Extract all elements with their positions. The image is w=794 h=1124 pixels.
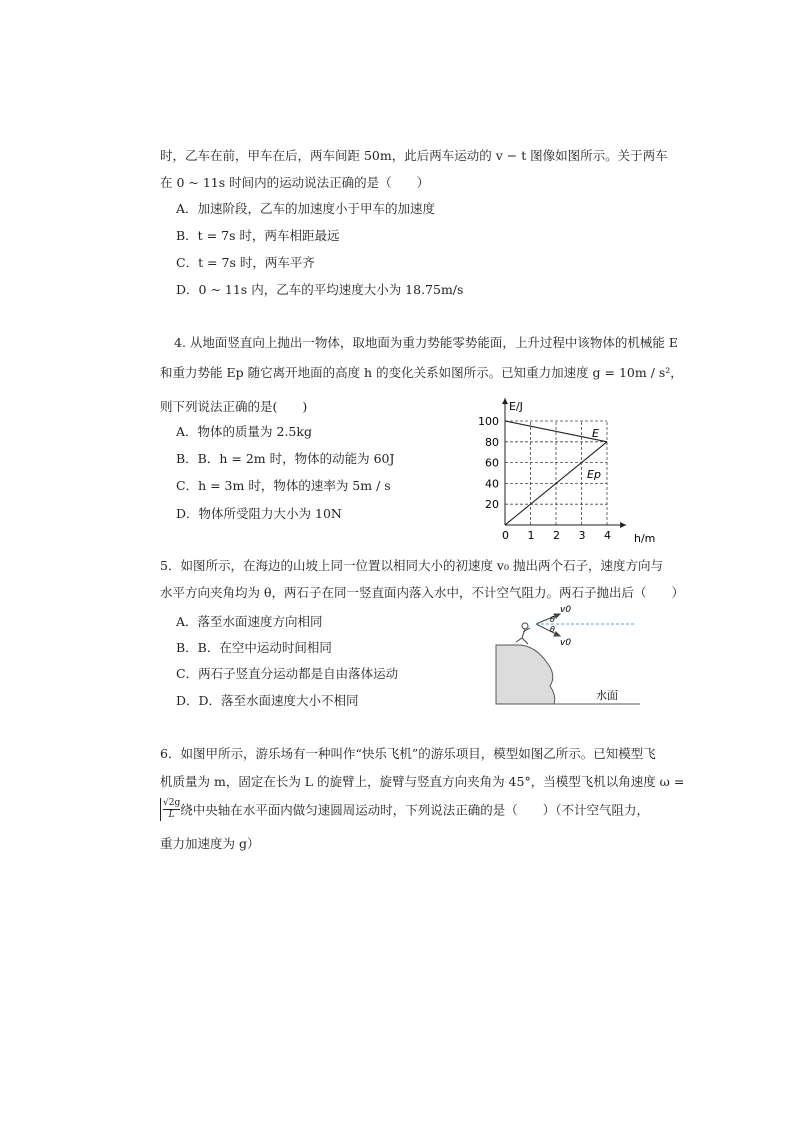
q6-line1: 6．如图甲所示，游乐场有一种叫作“快乐飞机”的游乐项目，模型如图乙所示。已知模型飞 <box>160 746 656 761</box>
omega-numerator: √2g <box>163 798 181 808</box>
q5-option-b: B．B．在空中运动时间相同 <box>176 640 332 655</box>
q5-option-c: C．两石子竖直分运动都是自由落体运动 <box>176 666 399 681</box>
q5-line1: 5．如图所示，在海边的山坡上同一位置以相同大小的初速度 v₀ 抛出两个石子，速度方向与 <box>160 558 663 573</box>
q4-option-b: B．B．h = 2m 时，物体的动能为 60J <box>176 451 395 466</box>
x-tick-label: 1 <box>527 529 535 542</box>
x-tick-label: 2 <box>553 529 560 542</box>
q6-line3-text: 绕中央轴在水平面内做匀速圆周运动时，下列说法正确的是（ ）（不计空气阻力， <box>180 802 649 818</box>
q3-line2: 在 0 ~ 11s 时间内的运动说法正确的是（ ） <box>160 175 430 190</box>
y-tick-label: 80 <box>485 435 499 449</box>
theta-bottom-label: θ <box>550 625 555 634</box>
q3-option-d: D．0 ~ 11s 内，乙车的平均速度大小为 18.75m/s <box>176 282 464 297</box>
q4-option-d: D．物体所受阻力大小为 10N <box>176 506 342 521</box>
q5-line2: 水平方向夹角均为 θ，两石子在同一竖直面内落入水中，不计空气阻力。两石子抛出后（ ） <box>160 585 685 600</box>
omega-denominator: L <box>168 810 175 820</box>
q3-option-b: B．t = 7s 时，两车相距最远 <box>176 228 340 243</box>
q6-line2: 机质量为 m，固定在长为 L 的旋臂上，旋臂与竖直方向夹角为 45°，当模型飞机以角速度 ω = <box>160 774 685 789</box>
y-tick-label: 60 <box>485 456 499 470</box>
q5-option-a: A．落至水面速度方向相同 <box>176 614 323 629</box>
q4-line3: 则下列说法正确的是( ) <box>160 399 308 414</box>
q4-line2: 和重力势能 Ep 随它离开地面的高度 h 的变化关系如图所示。已知重力加速度 g = 10m / s²， <box>160 365 683 380</box>
x-axis-arrow <box>620 522 626 528</box>
v0-bottom-label: v0 <box>560 638 572 648</box>
q5-option-d: D．D．落至水面速度大小不相同 <box>176 693 359 708</box>
y-tick-label: 100 <box>478 415 499 428</box>
chart-xlabel: h/m <box>634 532 655 545</box>
y-tick-label: 40 <box>485 477 499 491</box>
chart-ylabel: E/J <box>509 400 523 413</box>
q4-option-c: C．h = 3m 时，物体的速率为 5m / s <box>176 478 391 493</box>
x-tick-label: 4 <box>604 529 611 542</box>
thrower-figure <box>516 623 530 644</box>
theta-top-label: θ <box>550 615 555 624</box>
water-label: 水面 <box>596 689 618 702</box>
x-tick-label: 0 <box>502 529 509 542</box>
omega-fraction <box>160 798 180 821</box>
x-tick-label: 3 <box>578 529 586 542</box>
cliff-shape <box>496 645 555 704</box>
q3-line1: 时，乙车在前，甲车在后，两车间距 50m，此后两车运动的 v − t 图像如图所示。关于两车 <box>160 148 668 163</box>
v0-top-label: v0 <box>560 605 572 615</box>
q4-line1: 4. 从地面竖直向上抛出一物体，取地面为重力势能零势能面，上升过程中该物体的机械能 E <box>174 335 678 350</box>
y-tick-label: 20 <box>485 498 499 512</box>
q3-option-a: A．加速阶段，乙车的加速度小于甲车的加速度 <box>176 201 436 216</box>
series-label-e: E <box>592 427 599 440</box>
q6-line3 <box>160 798 649 828</box>
q4-option-a: A．物体的质量为 2.5kg <box>176 424 312 439</box>
cliff-throw-figure <box>492 600 642 708</box>
series-label-ep: Ep <box>587 468 601 481</box>
energy-height-chart <box>470 392 655 547</box>
y-axis-arrow <box>502 398 508 404</box>
q6-line4: 重力加速度为 g） <box>160 836 260 851</box>
q3-option-c: C．t = 7s 时，两车平齐 <box>176 255 315 270</box>
